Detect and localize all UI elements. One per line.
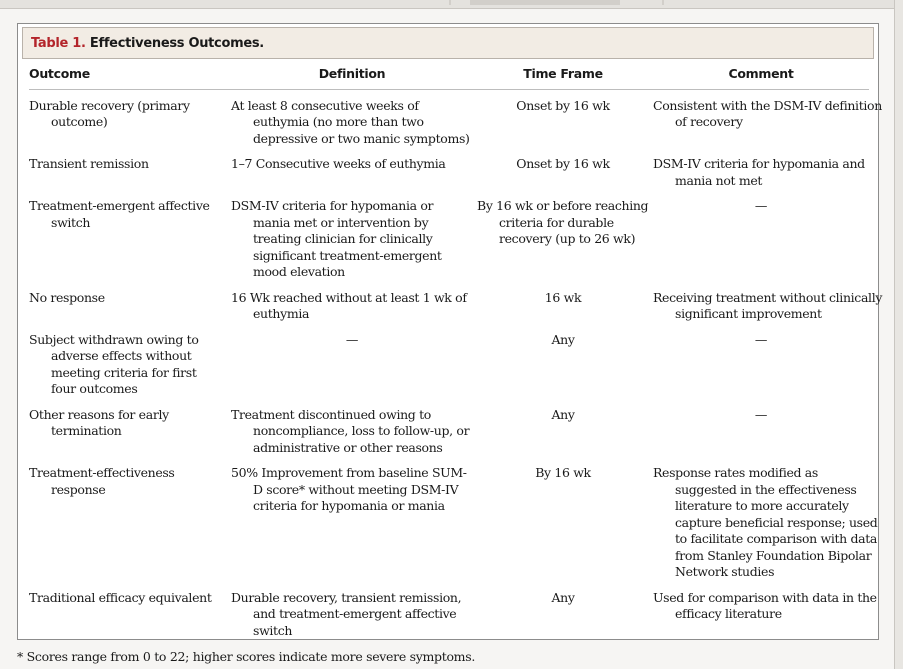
cell-outcome: Durable recovery (primary outcome) [29, 97, 190, 129]
cell-outcome: Subject withdrawn owing to adverse effects without meeting criteria for first four outcomes [29, 331, 199, 396]
tab-strip [470, 0, 620, 5]
tab-divider [449, 0, 451, 5]
cell-comment: Response rates modified as suggested in the effectiveness literature to more accurately capture beneficial response; used to facilitate comparison with data from Stanley Foundation Bipolar Network studies [653, 465, 878, 579]
cell-definition: DSM-IV criteria for hypomania or mania met or intervention by treating clinician for clinically significant treatment-emergent mood elevation [231, 198, 442, 279]
cell-outcome: Transient remission [29, 156, 149, 171]
cell-comment: Used for comparison with data in the efficacy literature [653, 589, 877, 621]
cell-definition: — [345, 331, 359, 347]
table-row [29, 407, 869, 466]
table-row [29, 290, 869, 332]
header-comment: Comment [653, 64, 869, 89]
cell-definition: 16 Wk reached without at least 1 wk of euthymia [231, 289, 467, 321]
cell-definition: At least 8 consecutive weeks of euthymia (no more than two depressive or two manic symptoms) [231, 97, 470, 146]
table-title-text: Effectiveness Outcomes. [89, 36, 264, 51]
cell-comment: Receiving treatment without clinically significant improvement [653, 289, 883, 321]
header-definition: Definition [231, 64, 473, 89]
cell-time-frame: Any [551, 331, 575, 347]
header-outcome: Outcome [29, 64, 231, 89]
cell-time-frame: Any [551, 589, 575, 605]
table-header-row [29, 64, 869, 89]
cell-time-frame: Onset by 16 wk [516, 156, 610, 171]
cell-time-frame: 16 wk [544, 289, 582, 305]
cell-outcome: No response [29, 289, 105, 305]
header-time-frame: Time Frame [473, 64, 653, 89]
cell-outcome: Other reasons for early termination [29, 406, 169, 438]
cell-outcome: Treatment-effectiveness response [29, 465, 175, 497]
outcomes-table [29, 64, 883, 648]
table-row [29, 89, 869, 156]
table-card [17, 23, 883, 640]
cell-time-frame: By 16 wk [535, 465, 591, 480]
table-title-prefix: Table 1. [31, 36, 86, 51]
window-top-bar [0, 0, 903, 9]
cell-time-frame: By 16 wk or before reaching criteria for durable recovery (up to 26 wk) [477, 198, 649, 246]
cell-definition: Treatment discontinued owing to noncompliance, loss to follow-up, or administrative or other reasons [231, 406, 470, 455]
cell-definition: 1–7 Consecutive weeks of euthymia [231, 156, 446, 171]
tab-divider [662, 0, 664, 5]
table-row [29, 590, 869, 649]
cell-outcome: Traditional efficacy equivalent [29, 589, 212, 605]
table-title [22, 27, 874, 59]
scrollbar-edge[interactable] [894, 0, 903, 669]
table-footnote: * Scores range from 0 to 22; higher scores indicate more severe symptoms. [17, 649, 476, 664]
cell-comment: DSM-IV criteria for hypomania and mania not met [653, 156, 865, 188]
cell-definition: Durable recovery, transient remission, and treatment-emergent affective switch [231, 589, 462, 638]
table-row [29, 156, 869, 198]
cell-comment: — [754, 198, 768, 213]
cell-outcome: Treatment-emergent affective switch [29, 198, 210, 230]
cell-comment: — [754, 406, 768, 422]
cell-time-frame: Any [551, 406, 575, 422]
table-row [29, 198, 869, 290]
cell-time-frame: Onset by 16 wk [516, 97, 610, 113]
cell-definition: 50% Improvement from baseline SUM-D score* without meeting DSM-IV criteria for hypomania or mania [231, 465, 467, 513]
cell-comment: — [754, 331, 768, 347]
cell-comment: Consistent with the DSM-IV definition of recovery [653, 97, 882, 129]
table-row [29, 332, 869, 407]
table-row [29, 465, 869, 590]
